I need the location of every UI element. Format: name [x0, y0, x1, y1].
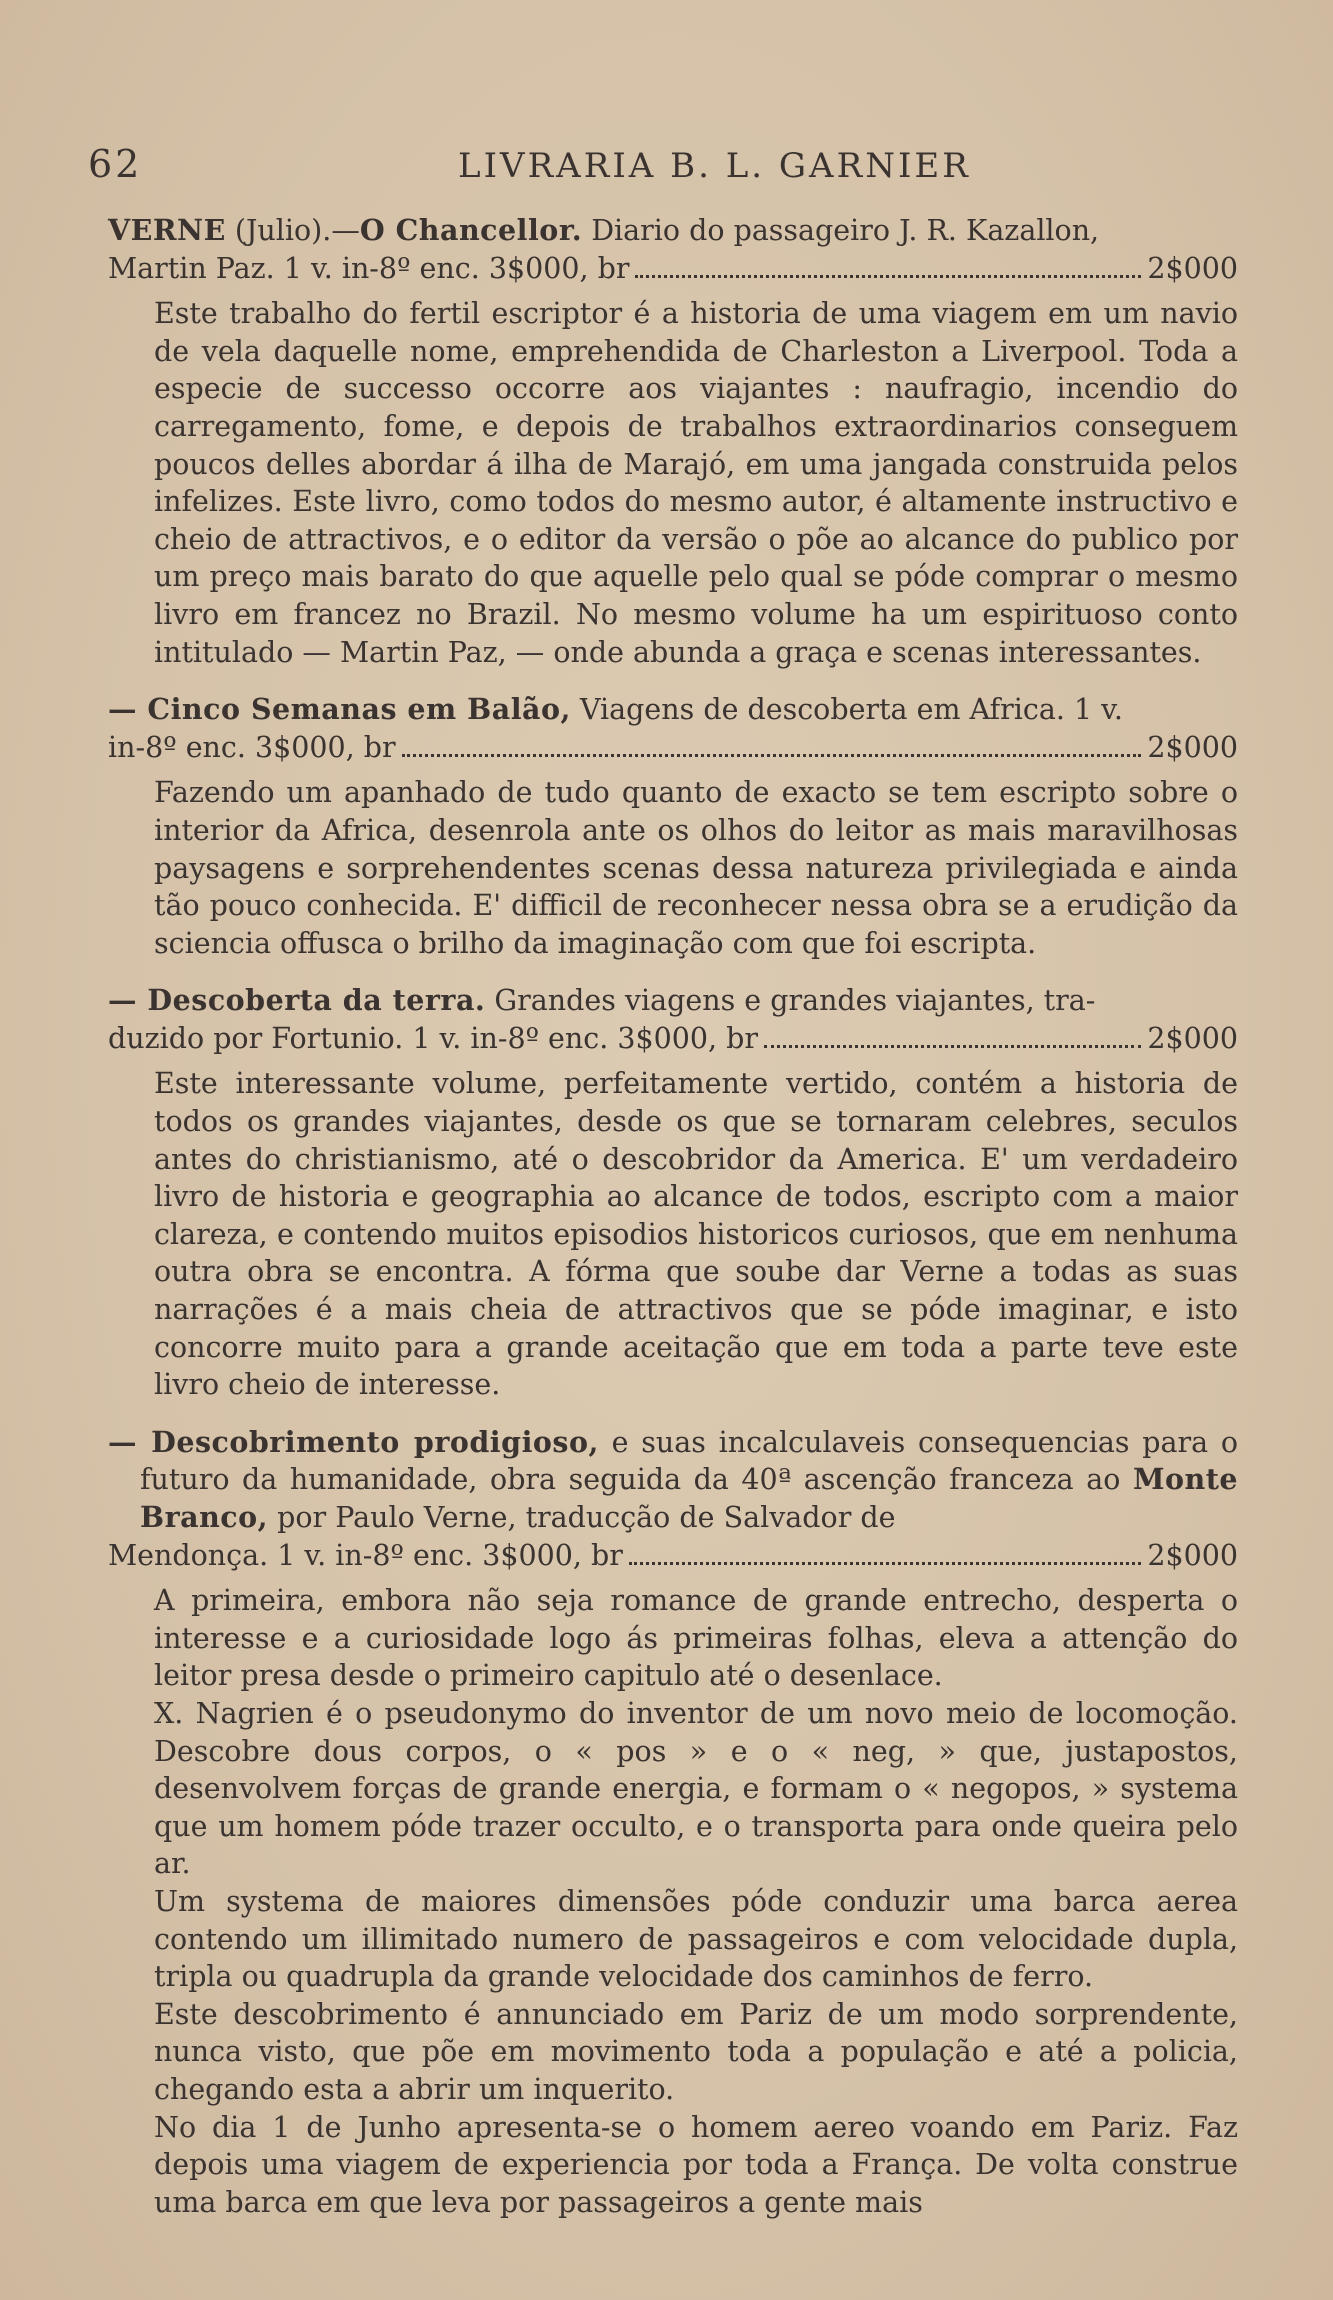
book-title: — Descoberta da terra. [108, 983, 486, 1018]
dot-leader [402, 754, 1142, 757]
catalog-entry [108, 982, 1238, 1404]
running-title: LIVRARIA B. L. GARNIER [458, 146, 971, 186]
book-credits: por Paulo Verne, traducção de Salvador de [268, 1501, 896, 1534]
description-paragraph: X. Nagrien é o pseudonymo do inventor de um novo meio de locomoção. Descobre dous corpos, o « pos » e o « neg, » que, justapostos, desenvolvem forças de grande energia, e formam o « negopos, » systema que um homem póde trazer occulto, e o transporta para onde queira pelo ar. [154, 1696, 1238, 1881]
edition-info: in-8º enc. 3$000, br [108, 730, 396, 764]
description-paragraph: Este trabalho do fertil escriptor é a historia de uma viagem em um navio de vela daquelle nome, emprehendida de Charleston a Liverpool. Toda a especie de successo occorre aos viajantes : naufragio, incendio do carregamento, fome, e depois de trabalhos extraordinarios conseguem poucos delles abordar á ilha de Marajó, em uma jangada construida pelos infelizes. Este livro, como todos do mesmo autor, é altamente instructivo e cheio de attractivos, e o editor da versão o põe ao alcance do publico por um preço mais barato do que aquelle pelo qual se póde comprar o mesmo livro em francez no Brazil. No mesmo volume ha um espirituoso conto intitulado — Martin Paz, — onde abunda a graça e scenas interessantes. [154, 297, 1238, 669]
book-subtitle: Viagens de descoberta em Africa. 1 v. [570, 693, 1123, 727]
description-paragraph: Fazendo um apanhado de tudo quanto de exacto se tem escripto sobre o interior da Africa, desenrola ante os olhos do leitor as mais maravilhosas paysagens e sorprehendentes scenas dessa natureza privilegiada e ainda tão pouco conhecida. E' difficil de reconhecer nessa obra se a erudição da sciencia offusca o brilho da imaginação com que foi escripta. [154, 776, 1238, 960]
catalog-entry [108, 212, 1238, 671]
dot-leader [764, 1045, 1141, 1048]
price: 2$000 [1147, 1538, 1238, 1572]
entry-heading [108, 691, 1238, 729]
price: 2$000 [1147, 1021, 1238, 1055]
catalog-body [108, 212, 1238, 2241]
description-paragraph: Este interessante volume, perfeitamente vertido, contém a historia de todos os grandes viajantes, desde os que se tornaram celebres, seculos antes do christianismo, até o descobridor da America. E' um verdadeiro livro de historia e geographia ao alcance de todos, escripto com a maior clareza, e contendo muitos episodios historicos curiosos, que em nenhuma outra obra se encontra. A fórma que soube dar Verne a todas as suas narrações é a mais cheia de attractivos que se póde imaginar, e isto concorre muito para a grande aceitação que em toda a parte teve este livro cheio de interesse. [154, 1067, 1238, 1402]
book-title: O Chancellor. [359, 213, 583, 247]
description-paragraph: No dia 1 de Junho apresenta-se o homem aereo voando em Pariz. Faz depois uma viagem de experiencia por toda a França. De volta construe uma barca em que leva por passageiros a gente mais [154, 2110, 1238, 2219]
book-title-secondary: Monte Branco, [140, 1462, 1239, 1534]
edition-info: Martin Paz. 1 v. in-8º enc. 3$000, br [108, 251, 630, 285]
price-line [108, 729, 1238, 767]
book-title: — Descobrimento prodigioso, [108, 1424, 599, 1459]
page-number: 62 [88, 142, 143, 186]
catalog-entry [108, 1424, 1238, 2221]
edition-info: Mendonça. 1 v. in-8º enc. 3$000, br [108, 1538, 623, 1572]
entry-heading [108, 982, 1238, 1020]
description-paragraph: Este descobrimento é annunciado em Pariz de um modo sorprendente, nunca visto, que põe em movimento toda a população e até a policia, chegando esta a abrir um inquerito. [154, 1997, 1238, 2106]
book-subtitle: Diario do passageiro J. R. Kazallon, [582, 214, 1100, 247]
catalog-entry [108, 691, 1238, 962]
page-header [88, 142, 1213, 192]
book-subtitle: Grandes viagens e grandes viajantes, tra- [485, 984, 1096, 1018]
entry-heading [108, 212, 1238, 250]
price-line [108, 1537, 1238, 1575]
author-name: VERNE [108, 213, 226, 247]
dot-leader [629, 1562, 1141, 1565]
entry-heading [108, 1424, 1238, 1537]
price-line [108, 1020, 1238, 1058]
author-given-name: (Julio).— [225, 214, 360, 247]
price-line [108, 250, 1238, 288]
price: 2$000 [1147, 730, 1238, 764]
description-paragraph: A primeira, embora não seja romance de grande entrecho, desperta o interesse e a curiosidade logo ás primeiras folhas, eleva a attenção do leitor presa desde o primeiro capitulo até o desenlace. [154, 1584, 1238, 1693]
dot-leader [635, 275, 1141, 278]
price: 2$000 [1147, 251, 1238, 285]
description-paragraph: Um systema de maiores dimensões póde conduzir uma barca aerea contendo um illimitado numero de passageiros e com velocidade dupla, tripla ou quadrupla da grande velocidade dos caminhos de ferro. [154, 1884, 1238, 1994]
book-subtitle: e suas incalculaveis consequencias para o futuro da humanidade, obra seguida da 40ª ascenção franceza ao [140, 1425, 1239, 1497]
edition-info: duzido por Fortunio. 1 v. in-8º enc. 3$000, br [108, 1021, 759, 1055]
book-title: — Cinco Semanas em Balão, [108, 692, 571, 727]
